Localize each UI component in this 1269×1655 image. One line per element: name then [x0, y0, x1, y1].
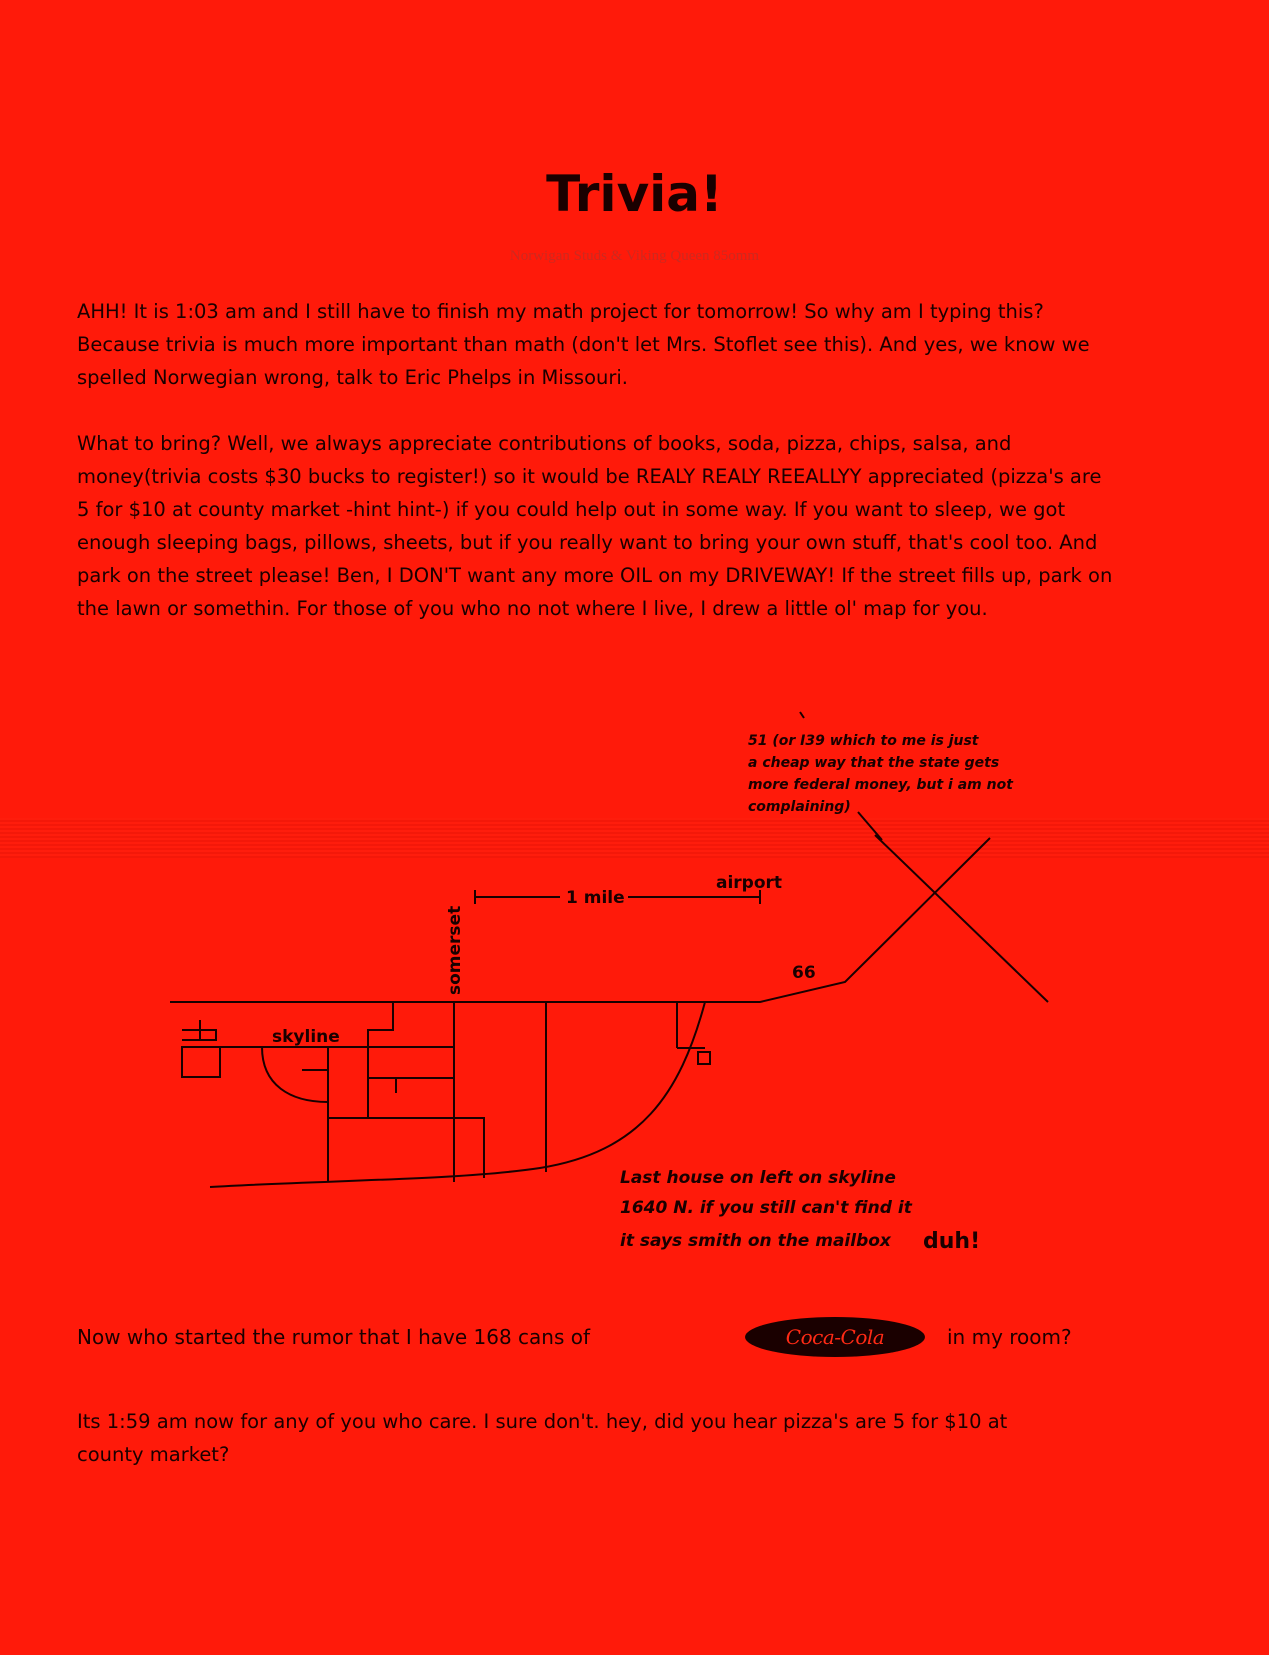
cul-de-sac — [262, 1047, 328, 1102]
highway-note-line-2: a cheap way that the state gets — [748, 755, 1000, 771]
mailbox-marker — [698, 1052, 710, 1064]
coca-cola-logo — [745, 1317, 925, 1357]
house-block — [182, 1047, 220, 1077]
rumor-text-after: in my room? — [947, 1325, 1072, 1349]
subtitle: Norwigan Studs & Viking Queen 85omm — [509, 248, 760, 264]
note-pointer-top — [800, 712, 804, 718]
directions-line-1: Last house on left on skyline — [620, 1168, 896, 1188]
distance-label: 1 mile — [566, 888, 625, 908]
directions-line-2: 1640 N. if you still can't find it — [620, 1198, 912, 1218]
closing-paragraph: Its 1:59 am now for any of you who care. I sure don't. hey, did you hear pizza's are 5 for $10 at county market? — [77, 1410, 1008, 1466]
note-pointer — [858, 812, 882, 840]
directions-line-3: it says smith on the mailbox — [620, 1231, 891, 1251]
highway-51-road — [875, 835, 1048, 1002]
main-road — [170, 838, 990, 1002]
block-2 — [328, 1118, 484, 1178]
hand-drawn-map — [0, 690, 1269, 1260]
somerset-label: somerset — [445, 905, 465, 995]
highway-note-line-4: complaining) — [748, 799, 851, 815]
rumor-line — [77, 1317, 1227, 1357]
skyline-label: skyline — [272, 1027, 340, 1047]
airport-label: airport — [716, 873, 783, 893]
page-title: Trivia! — [546, 165, 723, 223]
duh-label: duh! — [923, 1229, 981, 1254]
route-66-label: 66 — [792, 963, 816, 983]
intro-paragraph: AHH! It is 1:03 am and I still have to finish my math project for tomorrow! So why am I typing this? Because trivia is much more important than math (don't let Mrs. Stoflet see this). And yes, we know we spelled Norwegian wrong, talk to Eric Phelps in Missouri. — [77, 300, 1090, 389]
coca-cola-logo-text: Coca-Cola — [785, 1325, 885, 1349]
block-1 — [368, 1002, 454, 1118]
highway-note-line-3: more federal money, but i am not — [748, 777, 1013, 793]
highway-note-line-1: 51 (or I39 which to me is just — [748, 733, 979, 749]
what-to-bring-paragraph: What to bring? Well, we always appreciate contributions of books, soda, pizza, chips, salsa, and money(trivia costs $30 bucks to register!) so it would be REALY REALY REEALLYY appreciated (pizza's are 5 for $10 at county market -hint hint-) if you could help out in some way. If you want to sleep, we got enough sleeping bags, pillows, sheets, but if you really want to bring your own stuff, that's cool too. And park on the street please! Ben, I DON'T want any more OIL on my DRIVEWAY! If the street fills up, park on the lawn or somethin. For those of you who no not where I live, I drew a little ol' map for you. — [77, 432, 1113, 620]
rumor-text-before: Now who started the rumor that I have 168 cans of — [77, 1325, 591, 1349]
